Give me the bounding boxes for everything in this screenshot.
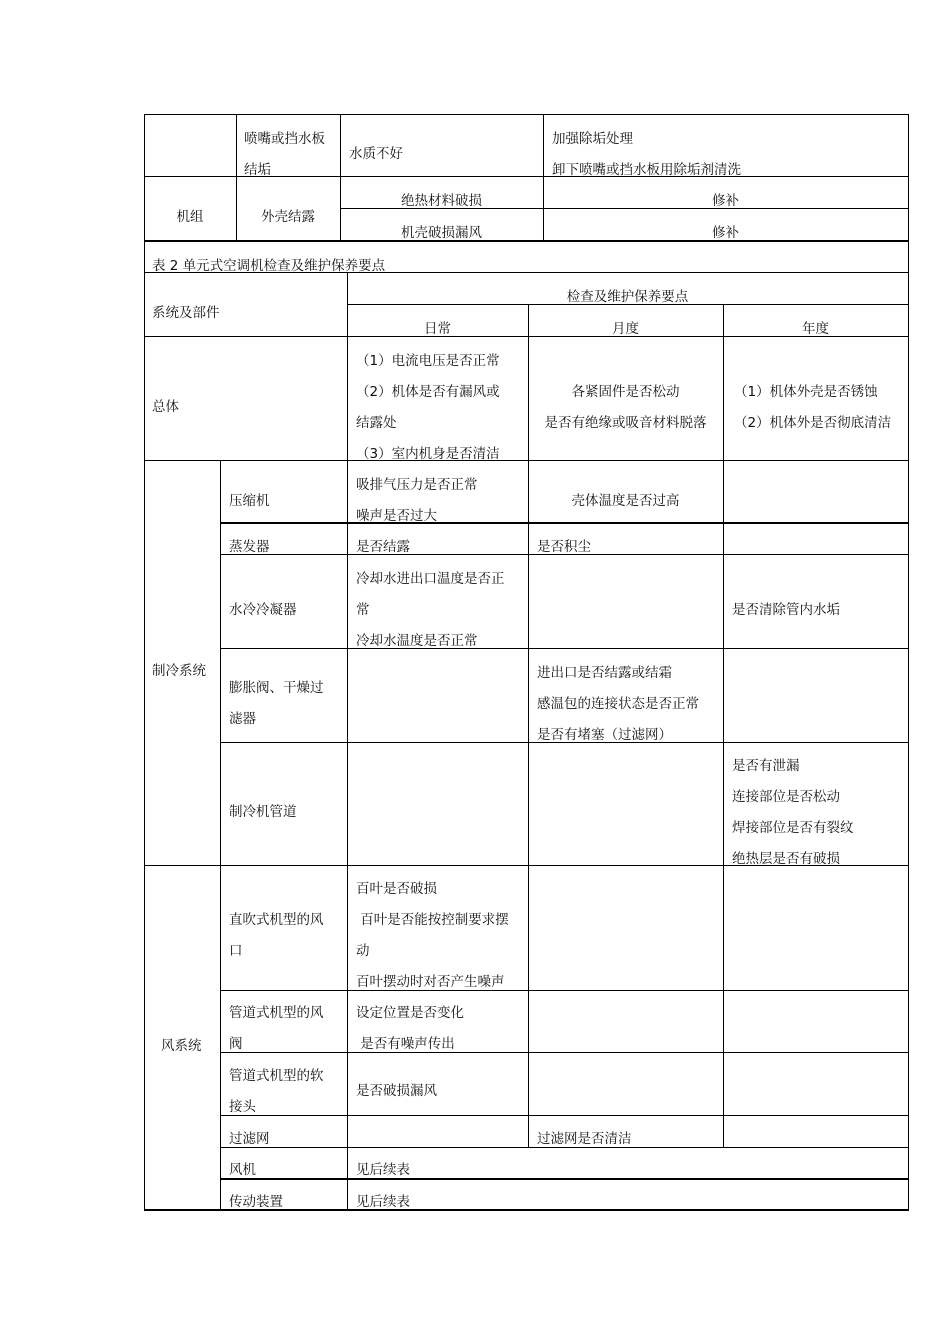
monthly-item: 是否有绝缘或吸音材料脱落 bbox=[544, 415, 707, 431]
daily-item: 百叶是否能按控制要求摆 bbox=[356, 912, 509, 928]
outlet-label: 口 bbox=[229, 943, 243, 959]
monthly-item: 是否有堵塞（过滤网） bbox=[537, 727, 672, 743]
table-border bbox=[144, 114, 909, 115]
daily-item: 动 bbox=[356, 943, 370, 959]
fault-cause: 水质不好 bbox=[349, 146, 403, 162]
fault-measure: 加强除垢处理 bbox=[552, 131, 633, 147]
daily-item: 结露处 bbox=[356, 415, 397, 431]
monthly-item: 壳体温度是否过高 bbox=[571, 493, 680, 509]
system-label: 机组 bbox=[176, 209, 204, 225]
table-border bbox=[144, 240, 145, 1211]
monthly-item: 过滤网是否清洁 bbox=[537, 1131, 632, 1147]
daily-item: 是否破损漏风 bbox=[356, 1083, 437, 1099]
table-border bbox=[144, 460, 909, 461]
damper-label: 阀 bbox=[229, 1036, 243, 1052]
air-system-label: 风系统 bbox=[161, 1038, 202, 1054]
compressor-label: 压缩机 bbox=[229, 493, 270, 509]
yearly-item: 绝热层是否有破损 bbox=[732, 851, 840, 867]
daily-item: 冷却水温度是否正常 bbox=[356, 633, 478, 649]
daily-item: 是否结露 bbox=[356, 539, 410, 555]
header-group: 检查及维护保养要点 bbox=[566, 289, 689, 305]
header-daily: 日常 bbox=[424, 321, 451, 337]
filter-label: 过滤网 bbox=[229, 1131, 270, 1147]
table-border bbox=[723, 304, 724, 1147]
part-label: 喷嘴或挡水板 bbox=[244, 131, 325, 147]
table-border bbox=[908, 114, 909, 241]
daily-item: 设定位置是否变化 bbox=[356, 1005, 464, 1021]
fault-cause: 机壳破损漏风 bbox=[401, 225, 482, 241]
table-border bbox=[220, 1178, 909, 1180]
table-border bbox=[220, 460, 221, 1211]
yearly-item: 焊接部位是否有裂纹 bbox=[732, 820, 854, 836]
table-border bbox=[220, 522, 909, 524]
table-border bbox=[347, 1147, 348, 1211]
daily-item: （1）电流电压是否正常 bbox=[356, 353, 500, 369]
table-caption: 表 2 单元式空调机检查及维护保养要点 bbox=[152, 258, 386, 274]
evaporator-label: 蒸发器 bbox=[229, 539, 270, 555]
monthly-item: 各紧固件是否松动 bbox=[571, 384, 680, 400]
daily-item: 见后续表 bbox=[356, 1194, 410, 1210]
fault-measure: 修补 bbox=[712, 193, 739, 209]
yearly-item: 是否清除管内水垢 bbox=[732, 602, 840, 618]
monthly-item: 感温包的连接状态是否正常 bbox=[537, 696, 699, 712]
daily-item: 百叶摆动时对否产生噪声 bbox=[356, 974, 505, 990]
table-border bbox=[220, 1052, 909, 1053]
outlet-label: 直吹式机型的风 bbox=[229, 912, 324, 928]
monthly-item: 是否积尘 bbox=[537, 539, 591, 555]
expansion-valve-label: 滤器 bbox=[229, 711, 256, 727]
flex-joint-label: 接头 bbox=[229, 1099, 256, 1115]
header-component: 系统及部件 bbox=[152, 305, 220, 321]
table-border bbox=[220, 990, 909, 991]
monthly-item: 进出口是否结露或结霜 bbox=[537, 665, 672, 681]
expansion-valve-label: 膨胀阀、干燥过 bbox=[229, 680, 324, 696]
daily-item: （3）室内机身是否清洁 bbox=[356, 446, 500, 462]
refrigeration-system-label: 制冷系统 bbox=[152, 663, 206, 679]
daily-item: （2）机体是否有漏风或 bbox=[356, 384, 500, 400]
general-label: 总体 bbox=[152, 399, 179, 415]
yearly-item: （2）机体外是否彻底清洁 bbox=[734, 415, 892, 431]
damper-label: 管道式机型的风 bbox=[229, 1005, 324, 1021]
daily-item: 见后续表 bbox=[356, 1162, 410, 1178]
daily-item: 冷却水进出口温度是否正 bbox=[356, 571, 505, 587]
header-yearly: 年度 bbox=[802, 321, 829, 337]
daily-item: 吸排气压力是否正常 bbox=[356, 477, 478, 493]
fault-measure: 修补 bbox=[712, 225, 739, 241]
yearly-item: （1）机体外壳是否锈蚀 bbox=[734, 384, 878, 400]
part-label: 外壳结露 bbox=[261, 209, 315, 225]
table-border bbox=[908, 240, 909, 1211]
drive-label: 传动装置 bbox=[229, 1194, 283, 1210]
daily-item: 噪声是否过大 bbox=[356, 508, 437, 524]
fault-measure: 卸下喷嘴或挡水板用除垢剂清洗 bbox=[552, 162, 741, 178]
fan-label: 风机 bbox=[229, 1162, 256, 1178]
yearly-item: 是否有泄漏 bbox=[732, 758, 800, 774]
daily-item: 百叶是否破损 bbox=[356, 881, 437, 897]
daily-item: 是否有噪声传出 bbox=[356, 1036, 455, 1052]
piping-label: 制冷机管道 bbox=[229, 804, 297, 820]
flex-joint-label: 管道式机型的软 bbox=[229, 1068, 324, 1084]
table-border bbox=[220, 648, 909, 649]
table-border bbox=[220, 1115, 909, 1116]
part-label: 结垢 bbox=[244, 162, 271, 178]
header-monthly: 月度 bbox=[612, 321, 639, 337]
condenser-label: 水冷冷凝器 bbox=[229, 602, 297, 618]
fault-cause: 绝热材料破损 bbox=[401, 193, 482, 209]
table-border bbox=[347, 336, 348, 1147]
daily-item: 常 bbox=[356, 602, 370, 618]
yearly-item: 连接部位是否松动 bbox=[732, 789, 840, 805]
